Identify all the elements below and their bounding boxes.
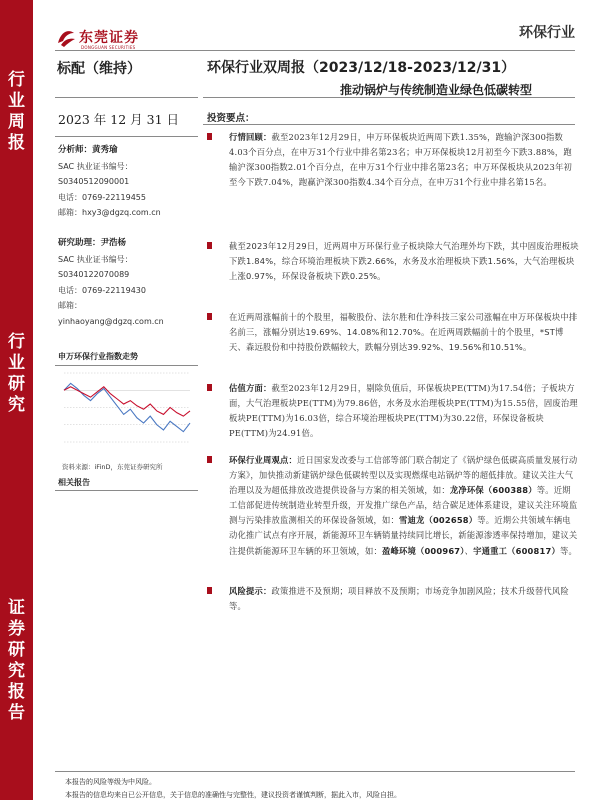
point-head: 风险提示： [229, 586, 272, 596]
point-separator: 、 [464, 545, 474, 556]
point-head: 估值方面： [229, 383, 272, 393]
footer-risk-level: 本报告的风险等级为中风险。 [65, 778, 156, 786]
chart-source: 资料来源：iFinD，东莞证券研究所 [62, 463, 163, 471]
assistant-name: 尹浩杨 [100, 238, 127, 248]
point-head: 行情回顾： [229, 132, 272, 142]
sidebar-label-securities-research: 证券研究报告 [8, 598, 25, 723]
company-longking: 龙净环保（600388） [449, 485, 537, 496]
point-text: 截至2023年12月29日，申万环保板块近两周下跌1.35%，跑输沪深300指数4.03个百分点，在申万31个行业中排名第23名；申万环保板块12月初至今下跌3.88%，跑输沪深300指数2.01个百分点，在申万31个行业中排名第23名；申万环保板块从2023年初至今下跌7.04%，跑赢沪深300指数4.34个百分点，在申万31个行业中排名第15名。 [229, 132, 572, 188]
bullet-marker [207, 384, 212, 391]
assistant-name-line [58, 236, 198, 252]
company-sdl: 雪迪龙（002658） [398, 515, 478, 526]
logo-text: 东莞证券 [79, 30, 139, 46]
point-text-2: 等。近期工信部促进传统制造业转型升级，开发推广绿色产品，结合碳足迹体系建设，建议关注环境监测与污染排放监测相关的环保设备领域，如： [229, 485, 578, 526]
point-head: 环保行业周观点： [229, 455, 297, 465]
chart-title: 申万环保行业指数走势 [58, 352, 138, 361]
analyst-phone: 电话：0769-22119455 [58, 192, 146, 202]
point-text: 截至2023年12月29日，剔除负值后，环保板块PE(TTM)为17.54倍；子板块方面，大气治理板块PE(TTM)为79.86倍，水务及水治理板块PE(TTM)为15.55倍，固废治理板块PE(TTM)为16.03倍，综合环境治理板块PE(TTM)为30.22倍，环保设备板块PE(TTM)为24.91倍。 [229, 383, 578, 439]
bullet-marker [207, 587, 212, 594]
analyst-info [58, 143, 198, 221]
point-text-3: 等。近期公共领域车辆电动化推广试点有序开展，新能源环卫车辆销量持续同比增长，新能源渗透率保持增加，建议关注提供新能源环卫车辆的环卫领域，如： [229, 515, 578, 556]
assistant-email[interactable]: yinhaoyang@dgzq.com.cn [58, 316, 164, 326]
analyst-name-line [58, 143, 198, 159]
rating-label: 标配（维持） [57, 61, 141, 77]
point-risk-warning [207, 584, 579, 614]
assistant-cert-label: SAC 执业证书编号： [58, 254, 133, 264]
date-divider [55, 136, 198, 137]
related-reports-heading[interactable]: 相关报告 [58, 478, 90, 487]
point-market-review [207, 130, 579, 190]
logo-subtext: DONGGUAN SECURITIES [81, 45, 136, 50]
analyst-cert: S0340512090001 [58, 177, 130, 186]
point-text: 在近两周涨幅前十的个股里，福鞍股份、法尔胜和仕净科技三家公司涨幅在申万环保板块中排名前三，涨幅分别达19.69%、14.08%和12.70%。在近两周跌幅前十的个股里，*ST博天、森远股份和中持股份跌幅较大，跌幅分别达39.92%、19.56%和10.51%。 [229, 312, 578, 353]
chart-divider [55, 365, 198, 366]
assistant-phone: 电话：0769-22119430 [58, 285, 146, 295]
analyst-cert-label: SAC 执业证书编号： [58, 161, 133, 171]
analyst-name: 黄秀瑜 [92, 145, 118, 155]
point-text-4: 等。 [559, 545, 577, 556]
point-text-1: 近日国家发改委与工信部等部门联合制定了《锅炉绿色低碳高质量发展行动方案》，加快推动新建锅炉绿色低碳转型以及实现燃煤电站锅炉等的超低排放。建议关注大气治理以及为超低排放改造提供设备与方案的相关领域，如： [229, 455, 578, 496]
point-text: 政策推进不及预期；项目释放不及预期；市场竞争加剧风险；技术升级替代风险等。 [229, 586, 569, 612]
assistant-cert: S0340122070089 [58, 270, 130, 279]
point-top-movers [207, 310, 579, 355]
dongguan-securities-logo-icon [55, 27, 77, 49]
footer-divider [55, 771, 575, 772]
report-date: 2023 年 12 月 31 日 [58, 112, 179, 127]
report-subtitle: 推动锅炉与传统制造业绿色低碳转型 [340, 83, 533, 97]
assistant-role: 研究助理： [58, 238, 101, 248]
footer-disclaimer: 本报告的信息均来自已公开信息，关于信息的准确性与完整性，建议投资者谨慎判断，据此入市，风险自担。 [65, 791, 401, 799]
point-weekly-view [207, 453, 579, 559]
point-subsector-performance [207, 239, 579, 284]
point-valuation [207, 381, 579, 441]
report-title: 环保行业双周报（2023/12/18-2023/12/31） [207, 60, 516, 76]
analyst-role: 分析师： [58, 145, 93, 155]
industry-category: 环保行业 [519, 25, 575, 41]
index-trend-chart [58, 369, 196, 454]
assistant-info [58, 236, 198, 329]
related-divider [55, 490, 198, 491]
company-yutong-heavy: 宇通重工（600817） [473, 545, 560, 556]
bullet-marker [207, 313, 212, 320]
bullet-marker [207, 242, 212, 249]
point-text: 截至2023年12月29日，近两周申万环保行业子板块除大气治理外均下跌，其中固废治理板块下跌1.84%，综合环境治理板块下跌2.66%，水务及水治理板块下跌1.56%，大气治理板块上涨0.97%，环保设备板块下跌0.25%。 [229, 241, 579, 282]
title-divider-right [203, 97, 575, 98]
sidebar-label-industry-research: 行业研究 [8, 332, 25, 415]
title-divider-left [55, 97, 198, 98]
key-points-title: 投资要点： [207, 113, 255, 124]
bullet-marker [207, 133, 212, 140]
header-divider [55, 50, 575, 51]
analyst-email[interactable]: 邮箱：hxy3@dgzq.com.cn [58, 208, 161, 217]
left-sidebar [0, 0, 33, 800]
key-points-divider [203, 124, 575, 125]
company-infore: 盈峰环境（000967） [381, 545, 465, 556]
bullet-marker [207, 456, 212, 463]
assistant-email-label: 邮箱： [58, 301, 82, 310]
chart-grid [64, 373, 190, 442]
sidebar-label-weekly: 行业周报 [8, 70, 25, 153]
